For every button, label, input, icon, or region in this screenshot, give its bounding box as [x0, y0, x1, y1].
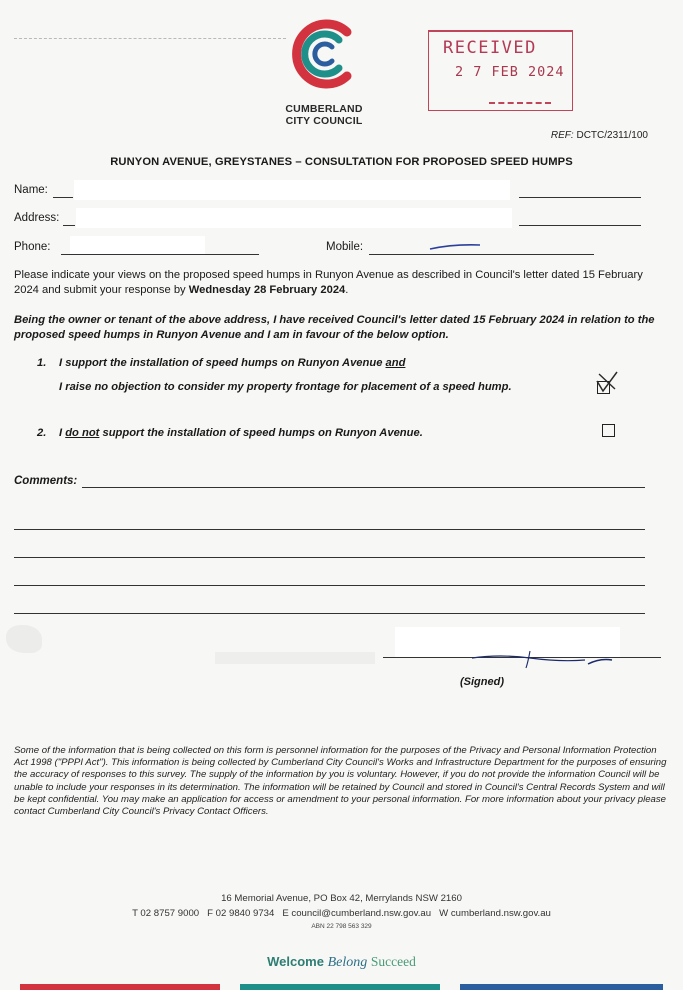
tagline-succeed: Succeed [370, 954, 416, 969]
footer-web[interactable]: W cumberland.nsw.gov.au [439, 908, 551, 919]
stamp-title: RECEIVED [443, 38, 537, 58]
mobile-handwriting-stroke [428, 242, 482, 252]
reference-number [551, 130, 648, 141]
footer-fax: F 02 9840 9734 [207, 908, 275, 919]
declaration-text: Being the owner or tenant of the above address, I have received Council's letter dated 15 February 2024 in relation to the proposed speed humps in Runyon Avenue and I am in favour of the below option. [14, 314, 655, 341]
intro-deadline: Wednesday 28 February 2024 [188, 284, 346, 296]
footer-address: 16 Memorial Avenue, PO Box 42, Merrylands NSW 2160 [221, 893, 462, 904]
stamp-date: 2 7 FEB 2024 [455, 64, 565, 80]
privacy-notice: Some of the information that is being collected on this form is personnel information for the purposes of the Privacy and Personal Information Protection Act 1998 ("PPPI Act"). This information is being collected by Cumberland City Council's Works and Infrastructure Department for the purposes of ensuring the accuracy of responses to this survey. The supply of the information by you is voluntary. However, if you do not provide the information Council will be unable to include your responses in its determination. The information will be retained by Council and stored in Council's Central Records System and will be kept confidential. You may make an application for access or amendment to your personal information. For more information about your privacy please contact Cumberland City Council's Privacy Contact Officers. [14, 745, 667, 818]
signature-stroke [470, 646, 620, 670]
phone-label: Phone: [14, 241, 51, 253]
footer-bar-teal [240, 984, 440, 990]
option1-check-mark-icon [593, 369, 621, 397]
option1-line1 [59, 357, 405, 369]
address-field-end [519, 225, 641, 226]
reference-prefix: REF: [550, 130, 574, 141]
option2-text-end: support the installation of speed humps on Runyon Avenue. [99, 427, 423, 439]
footer-contact [0, 908, 683, 919]
intro-text: Please indicate your views on the proposed speed humps in Runyon Avenue as described in Council's letter dated 15 February 2024 and submit your response by [14, 269, 643, 296]
address-label: Address: [14, 212, 60, 224]
name-field-redacted[interactable] [74, 180, 510, 200]
phone-field[interactable] [61, 254, 259, 255]
footer-phone: T 02 8757 9000 [132, 908, 200, 919]
council-name [278, 103, 370, 127]
bleed-through-mark-2 [215, 652, 375, 664]
comments-line-3[interactable] [14, 557, 645, 558]
comments-line-2[interactable] [14, 529, 645, 530]
comments-line-4[interactable] [14, 585, 645, 586]
received-stamp [428, 30, 573, 111]
reference-value: DCTC/2311/100 [576, 130, 648, 141]
council-name-line2: CITY COUNCIL [285, 115, 363, 127]
tagline-belong: Belong [327, 955, 368, 970]
option1-number: 1. [37, 357, 47, 369]
comments-line-1[interactable] [82, 487, 645, 488]
mobile-label: Mobile: [326, 241, 364, 253]
name-field-start [53, 197, 73, 198]
option2-do-not: do not [65, 427, 100, 439]
header-divider [14, 38, 286, 39]
footer-bar-red [20, 984, 220, 990]
option2-text-start: I [59, 427, 66, 439]
option2-checkbox[interactable] [602, 424, 615, 437]
address-field-start [63, 225, 75, 226]
option1-text: I support the installation of speed humps on Runyon Avenue [59, 357, 386, 369]
option2-number: 2. [37, 427, 47, 439]
comments-label: Comments: [14, 475, 78, 487]
option1-line2: I raise no objection to consider my property frontage for placement of a speed hump. [59, 381, 512, 393]
stamp-dash-line [489, 102, 551, 104]
option1-and: and [385, 357, 406, 369]
phone-field-redacted [70, 236, 205, 254]
signed-label: (Signed) [460, 676, 504, 688]
council-logo-icon [283, 14, 363, 94]
footer-bar-blue [460, 984, 663, 990]
comments-line-5[interactable] [14, 613, 645, 614]
tagline-welcome: Welcome [267, 954, 324, 969]
mobile-field[interactable] [369, 254, 594, 255]
intro-paragraph [14, 268, 668, 298]
address-field-redacted[interactable] [76, 208, 512, 228]
council-name-line1: CUMBERLAND [285, 103, 363, 115]
footer-email[interactable]: E council@cumberland.nsw.gov.au [282, 908, 432, 919]
tagline [0, 954, 683, 971]
name-field-end [519, 197, 641, 198]
footer-abn: ABN 22 798 563 329 [311, 923, 372, 930]
intro-end: . [345, 284, 349, 296]
bleed-through-mark [6, 625, 42, 653]
name-label: Name: [14, 184, 48, 196]
form-title: RUNYON AVENUE, GREYSTANES – CONSULTATION FOR PROPOSED SPEED HUMPS [110, 156, 573, 168]
option2-text [59, 427, 423, 439]
